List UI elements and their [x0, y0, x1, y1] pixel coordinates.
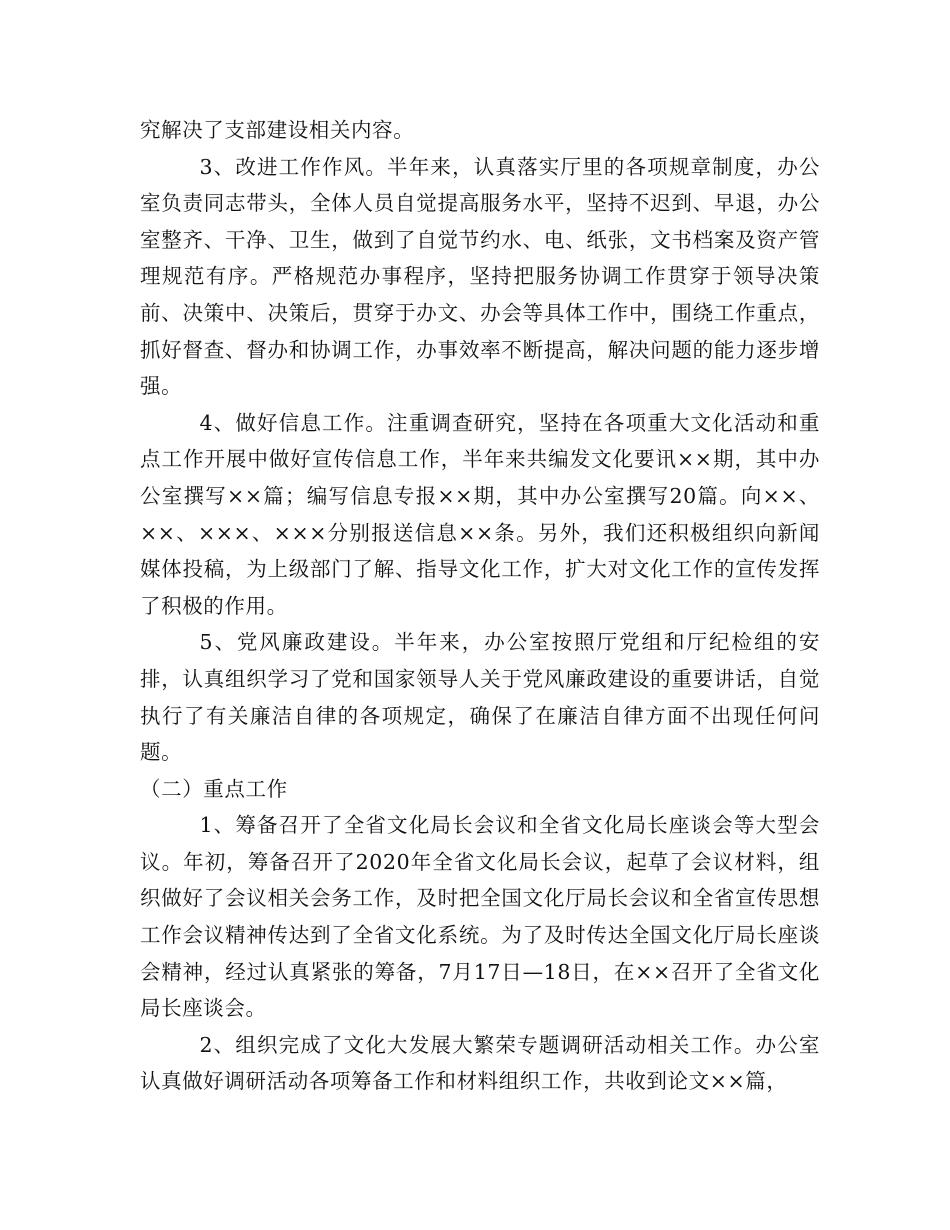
paragraph-work-style: 3、改进工作作风。半年来，认真落实厅里的各项规章制度，办公室负责同志带头，全体人员自觉提高服务水平，坚持不迟到、早退，办公室整齐、干净、卫生，做到了自觉节约水、电、纸张，文书档案及资产管理规范有序。严格规范办事程序，坚持把服务协调工作贯穿于领导决策前、决策中、决策后，贯穿于办文、办会等具体工作中，围绕工作重点，抓好督查、督办和协调工作，办事效率不断提高，解决问题的能力逐步增强。 [140, 154, 820, 399]
paragraph-research-activity: 2、组织完成了文化大发展大繁荣专题调研活动相关工作。办公室认真做好调研活动各项筹备工作和材料组织工作，共收到论文××篇， [140, 1032, 820, 1094]
paragraph-conferences: 1、筹备召开了全省文化局长会议和全省文化局长座谈会等大型会议。年初，筹备召开了2020年全省文化局长会议，起草了会议材料，组织做好了会议相关会务工作，及时把全国文化厅局长会议和全省宣传思想工作会议精神传达到了全省文化系统。为了及时传达全国文化厅局长座谈会精神，经过认真紧张的筹备，7月17日—18日，在××召开了全省文化局长座谈会。 [140, 813, 820, 1021]
paragraph-continuation: 究解决了支部建设相关内容。 [140, 118, 415, 142]
document-body [140, 112, 820, 1100]
paragraph-information-work: 4、做好信息工作。注重调查研究，坚持在各项重大文化活动和重点工作开展中做好宣传信息工作，半年来共编发文化要讯××期，其中办公室撰写××篇；编写信息专报××期，其中办公室撰写20篇。向××、××、×××、×××分别报送信息××条。另外，我们还积极组织向新闻媒体投稿，为上级部门了解、指导文化工作，扩大对文化工作的宣传发挥了积极的作用。 [140, 410, 820, 618]
section-heading-key-work: （二）重点工作 [140, 776, 288, 801]
paragraph-party-conduct: 5、党风廉政建设。半年来，办公室按照厅党组和厅纪检组的安排，认真组织学习了党和国家领导人关于党风廉政建设的重要讲话，自觉执行了有关廉洁自律的各项规定，确保了在廉洁自律方面不出现任何问题。 [140, 630, 820, 765]
